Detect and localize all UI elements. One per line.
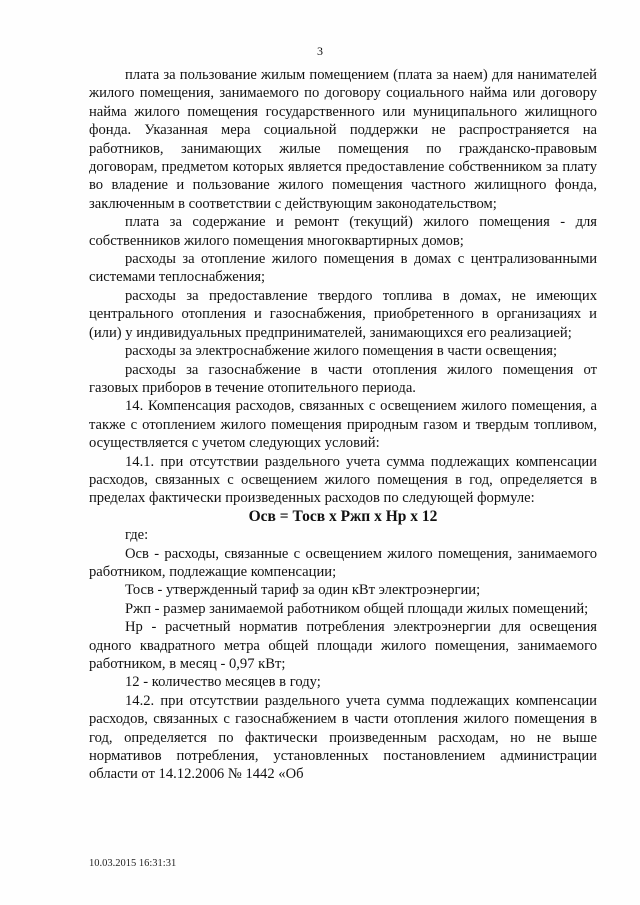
- paragraph-14-2: 14.2. при отсутствии раздельного учета сумма подлежащих компенсации расходов, связанных с газоснабжением в части отопления жилого помещения в год, определяется по фактически произведенным расходам, но не выше нормативов потребления, установленных постановлением администрации области от 14.12.2006 № 1442 «Об: [89, 692, 597, 783]
- definition-nr: Нр - расчетный норматив потребления электроэнергии для освещения одного квадратного метра общей площади жилого помещения, занимаемого работником, в месяц - 0,97 кВт;: [89, 619, 597, 672]
- paragraph-solid-fuel: расходы за предоставление твердого топлива в домах, не имеющих центрального отопления и газоснабжения, приобретенного в организациях и (или) у индивидуальных предпринимателей, занимающихся его реализацией;: [89, 287, 597, 341]
- page-number: 3: [317, 44, 323, 58]
- paragraph-maintenance: плата за содержание и ремонт (текущий) жилого помещения - для собственников жилого помещения многоквартирных домов;: [89, 214, 597, 249]
- paragraph-14: 14. Компенсация расходов, связанных с освещением жилого помещения, а также с отоплением жилого помещения природным газом и твердым топливом, осуществляется с учетом следующих условий:: [89, 398, 597, 452]
- definition-12: 12 - количество месяцев в году;: [125, 674, 321, 691]
- definition-tosv: Тосв - утвержденный тариф за один кВт электроэнергии;: [125, 582, 481, 599]
- paragraph-heating: расходы за отопление жилого помещения в домах с централизованными системами теплоснабжения;: [89, 251, 597, 286]
- paragraph-electricity: расходы за электроснабжение жилого помещения в части освещения;: [125, 343, 558, 360]
- definition-osv: Осв - расходы, связанные с освещением жилого помещения, занимаемого работником, подлежащие компенсации;: [89, 545, 597, 580]
- paragraph-where: где:: [125, 527, 149, 544]
- document-body: [89, 66, 597, 784]
- formula: Осв = Тосв х Ржп х Нр х 12: [248, 507, 438, 525]
- paragraph-housing-rent: плата за пользование жилым помещением (плата за наем) для нанимателей жилого помещения, занимаемого по договору социального найма или договору найма жилого помещения государственного или муниципального жилищного фонда. Указанная мера социальной поддержки не распространяется на работников, занимающих жилые помещения по гражданско-правовым договорам, предметом которых является предоставление собственником за плату во владение и пользование жилого помещения частного жилищного фонда, заключенным в соответствии с действующим законодательством;: [89, 67, 597, 212]
- footer-timestamp: 10.03.2015 16:31:31: [89, 858, 177, 869]
- paragraph-gas-supply: расходы за газоснабжение в части отопления жилого помещения от газовых приборов в течение отопительного периода.: [89, 361, 597, 396]
- definition-rzhp: Ржп - размер занимаемой работником общей площади жилых помещений;: [125, 600, 589, 617]
- paragraph-14-1: 14.1. при отсутствии раздельного учета сумма подлежащих компенсации расходов, связанных с освещением жилого помещения в год, определяется в пределах фактически произведенных расходов по следующей формуле:: [89, 453, 597, 507]
